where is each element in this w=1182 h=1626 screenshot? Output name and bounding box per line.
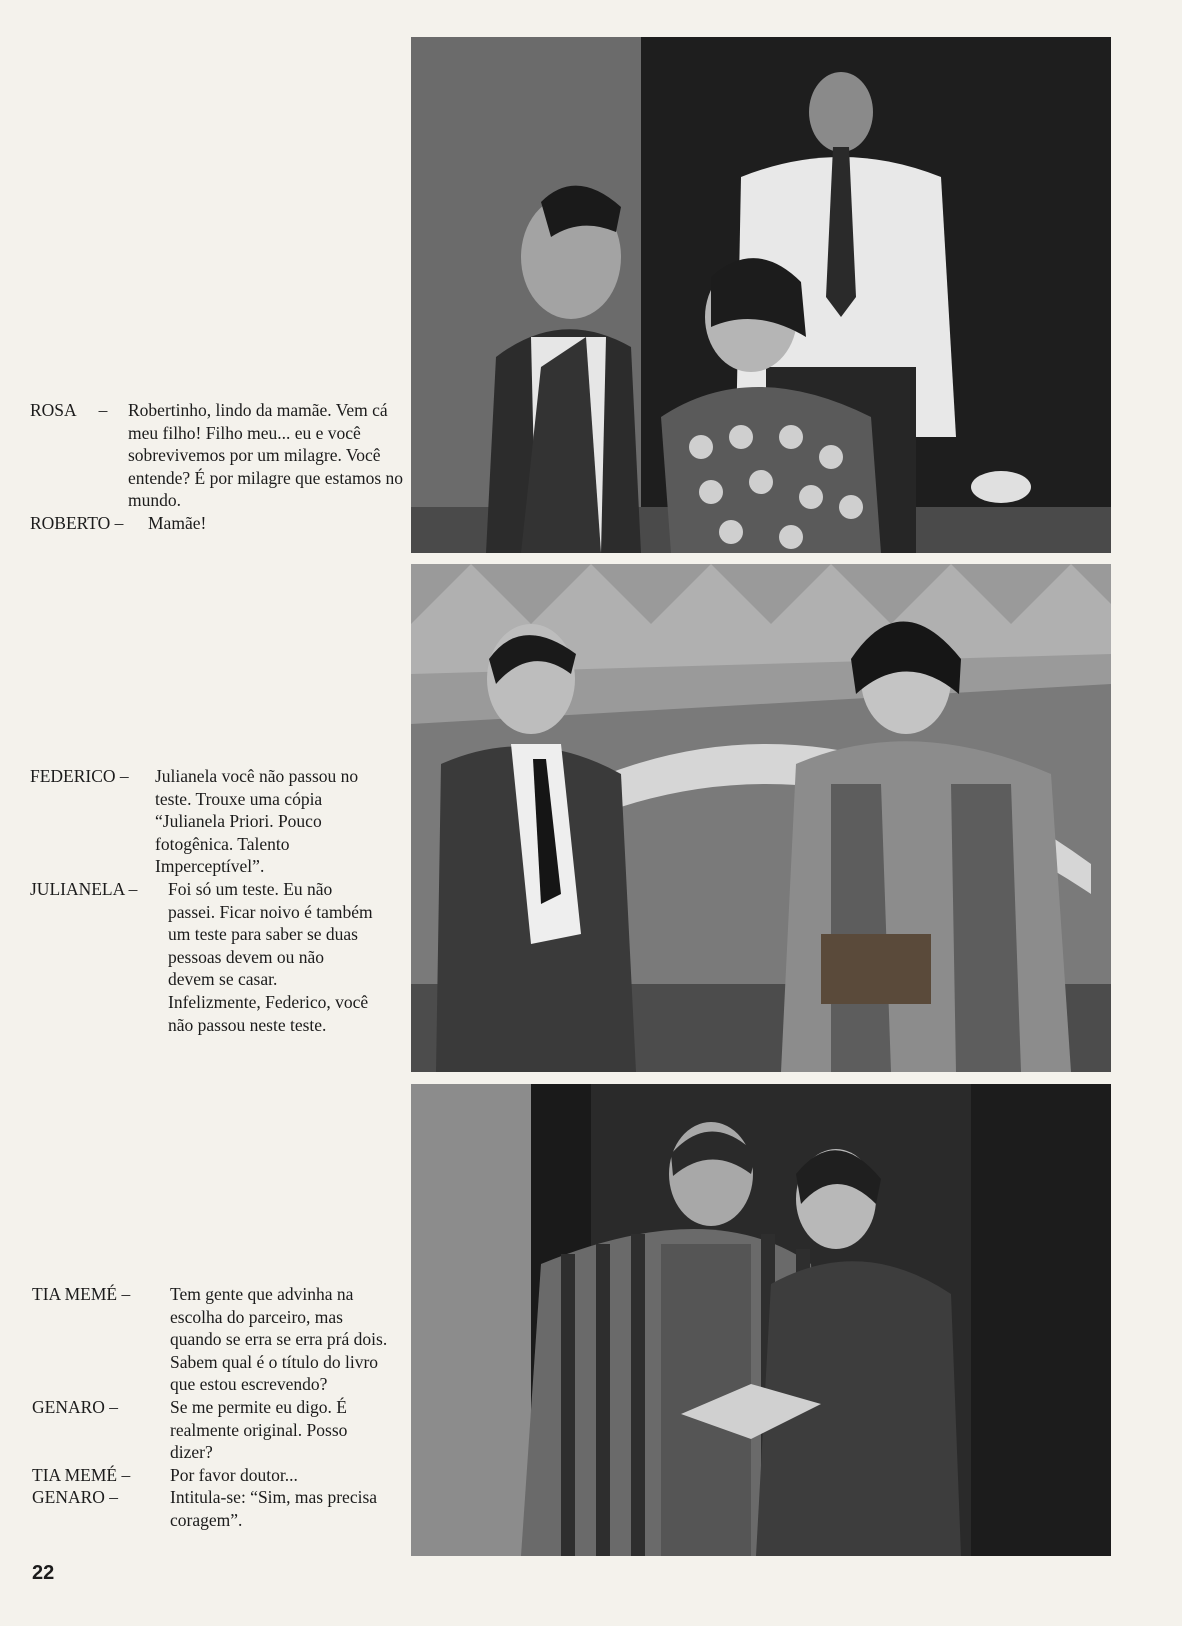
- speaker-name: ROSA –: [30, 400, 108, 420]
- dialogue-line: [30, 878, 390, 1036]
- photo-rosa-roberto-image: [411, 37, 1111, 553]
- speech-text: Julianela você não passou no teste. Trouxe uma cópia “Julianela Priori. Pouco fotogênica. Talento Imperceptível”.: [155, 766, 359, 877]
- speech-text: Por favor doutor...: [170, 1464, 298, 1485]
- speaker-name: ROBERTO –: [30, 512, 124, 533]
- photo-federico-julianela-image: [411, 564, 1111, 1072]
- dialogue-line: [32, 1283, 392, 1396]
- dialogue-block-2: [30, 765, 390, 1036]
- speech-text: Tem gente que advinha na escolha do parceiro, mas quando se erra se erra prá dois. Sabem qual é o título do livro que estou escrevendo?: [170, 1284, 388, 1395]
- dialogue-line: [32, 1464, 392, 1487]
- speech-text: Foi só um teste. Eu não passei. Ficar noivo é também um teste para saber se duas pessoas devem ou não devem se casar. Infelizmente, Federico, você não passou neste teste.: [168, 878, 373, 1035]
- dialogue-block-3: [32, 1283, 392, 1532]
- speaker-name: GENARO –: [32, 1487, 119, 1508]
- dialogue-line: [32, 1486, 392, 1531]
- speech-text: Se me permite eu digo. É realmente original. Posso dizer?: [170, 1396, 348, 1463]
- speaker-name: GENARO –: [32, 1396, 119, 1417]
- speech-text: Intitula-se: “Sim, mas precisa coragem”.: [170, 1487, 378, 1530]
- speaker-name: JULIANELA –: [30, 878, 138, 899]
- photo-tia-meme-genaro-image: [411, 1084, 1111, 1556]
- speaker-name: FEDERICO –: [30, 766, 129, 786]
- photo-tia-meme-genaro: [411, 1084, 1111, 1556]
- dialogue-line: [30, 399, 404, 512]
- photo-federico-julianela: [411, 564, 1111, 1072]
- photo-rosa-roberto: [411, 37, 1111, 553]
- dialogue-line: [32, 1396, 392, 1464]
- page-number: 22: [32, 1562, 55, 1584]
- speaker-name: TIA MEMÉ –: [32, 1284, 131, 1304]
- speech-text: Mamãe!: [148, 512, 207, 533]
- dialogue-line: [30, 512, 390, 535]
- dialogue-block-1: [30, 399, 404, 535]
- speaker-name: TIA MEMÉ –: [32, 1464, 131, 1485]
- speech-text: Robertinho, lindo da mamãe. Vem cá meu filho! Filho meu... eu e você sobrevivemos por um milagre. Você entende? É por milagre que estamos no mundo.: [128, 400, 404, 511]
- dialogue-line: [30, 765, 390, 878]
